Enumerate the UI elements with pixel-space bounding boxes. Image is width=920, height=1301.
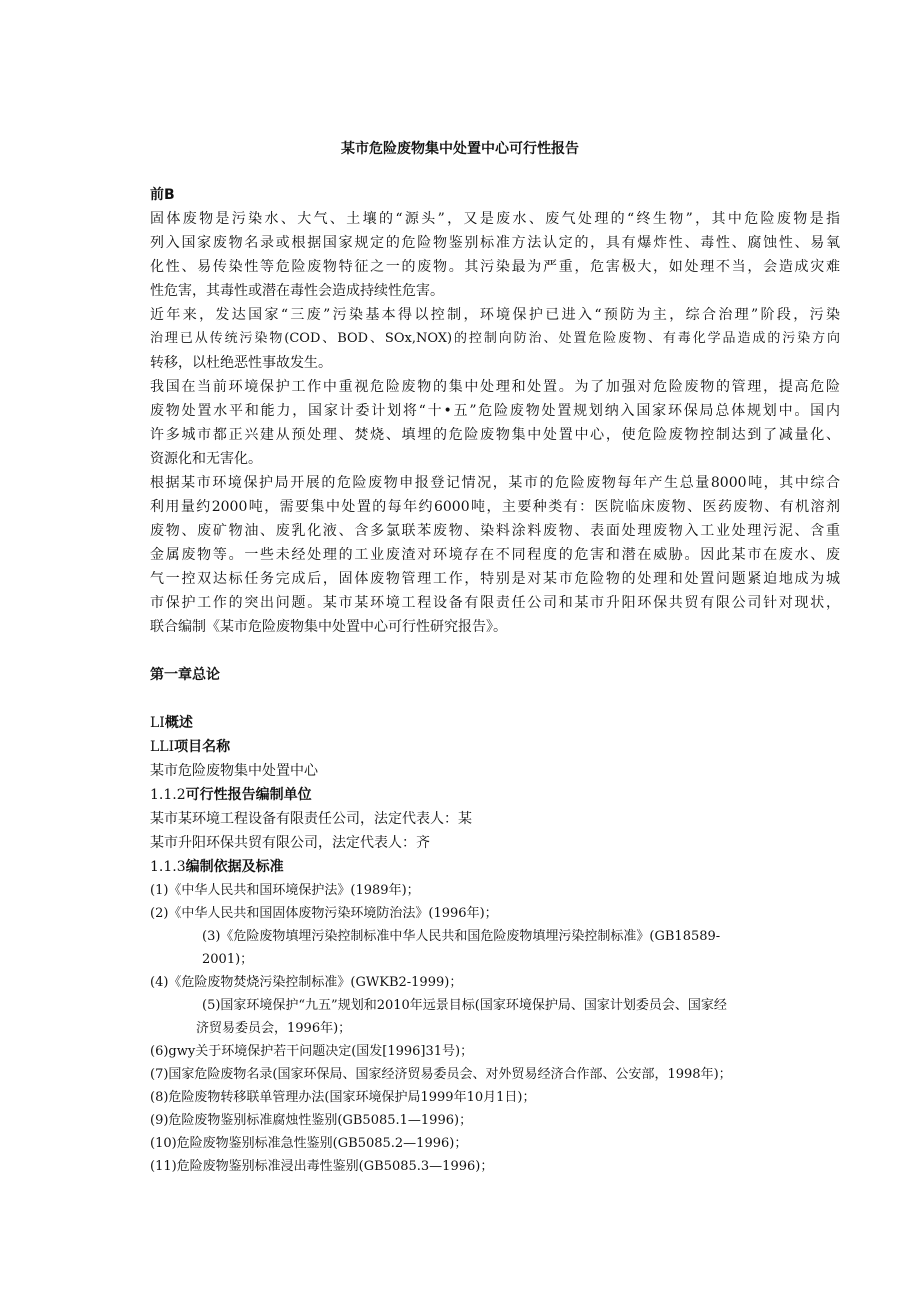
section-heading-1-1-3 — [150, 855, 840, 879]
spacer — [150, 687, 840, 711]
paragraph-1 — [150, 207, 840, 303]
section-label: 编制依据及标准 — [185, 859, 284, 875]
list-item: (3)《危险废物填埋污染控制标准中华人民共和国危险废物填埋污染控制标准》(GB18589- — [202, 929, 721, 944]
section-heading-1-1-1 — [150, 735, 840, 759]
section-label: 概述 — [164, 715, 193, 731]
list-item: (9)危险废物鉴别标准腐烛性鉴别(GB5085.1—1996)； — [150, 1113, 473, 1128]
text-line: 转移，以杜绝恶性事故发生。 — [150, 355, 332, 371]
text-line: 气一控双达标任务完成后，固体废物管理工作，特别是对某市危险物的处理和处置问题紧迫地成为城 — [150, 571, 840, 587]
paragraph-4 — [150, 471, 840, 639]
section-heading-1-1 — [150, 711, 840, 735]
text-line: 废物、废矿物油、废乳化液、含多氯联苯废物、染料涂料废物、表面处理废物入工业处理污泥、含重 — [150, 523, 840, 539]
list-item-continuation: 济贸易委员会，1996年)； — [196, 1021, 352, 1036]
text-line: 资源化和无害化。 — [150, 451, 262, 467]
text-line: 根据某市环境保护局开展的危险废物申报登记情况，某市的危险废物每年产生总量8000吨，其中综合 — [150, 475, 840, 491]
text-line: 化性、易传染性等危险废物特征之一的废物。其污染最为严重，危害极大，如处理不当，会造成灾难 — [150, 259, 840, 275]
text-line: 我国在当前环境保护工作中重视危险废物的集中处理和处置。为了加强对危险废物的管理，提高危险 — [150, 379, 840, 395]
list-item: (2)《中华人民共和国固体废物污染环境防治法》(1996年)； — [150, 906, 498, 921]
reference-list — [150, 879, 840, 1178]
list-item: (5)国家环境保护“九五”规划和2010年远景目标(国家环境保护局、国家计划委员会、国家经 — [202, 998, 727, 1013]
section-heading-1-1-2 — [150, 783, 840, 807]
paragraph-3 — [150, 375, 840, 471]
text-line: 近年来，发达国家“三废”污染基本得以控制，环境保护已进入“预防为主，综合治理”阶段，污染 — [150, 307, 840, 323]
text-line: 固体废物是污染水、大气、土壤的“源头”，又是废水、废气处理的“终生物”，其中危险废物是指 — [150, 211, 840, 227]
section-number: LLI — [150, 739, 175, 755]
text-line: 联合编制《某市危险废物集中处置中心可行性研究报告》。 — [150, 619, 507, 635]
list-item: (4)《危险废物焚烧污染控制标准》(GWKB2-1999)； — [150, 975, 463, 990]
spacer — [150, 639, 840, 663]
text-line: 废物处置水平和能力，国家计委计划将“十•五”危险废物处置规划纳入国家环保局总体规划中。国内 — [150, 403, 840, 419]
text-line: 利用量约2000吨，需要集中处置的每年约6000吨，主要种类有：医院临床废物、医药废物、有机溶剂 — [150, 499, 840, 515]
section-number: LI — [150, 715, 165, 731]
section-number: 1.1.3 — [150, 859, 186, 875]
compiling-unit-2: 某市升阳环保共贸有限公司，法定代表人：齐 — [150, 835, 430, 851]
list-item: (8)危险废物转移联单管理办法(国家环境保护局1999年10月1日)； — [150, 1090, 536, 1105]
section-label: 可行性报告编制单位 — [185, 787, 312, 803]
list-item: (1)《中华人民共和国环境保护法》(1989年)； — [150, 883, 420, 898]
list-item: (6)gwy关于环境保护若干问题决定(国发[1996]31号)； — [150, 1044, 474, 1059]
preface-heading: 前B — [150, 187, 175, 203]
list-item: (7)国家危险废物名录(国家环保局、国家经济贸易委员会、对外贸易经济合作部、公安部，1998年)； — [150, 1067, 732, 1082]
text-line: 性危害，其毒性或潜在毒性会造成持续性危害。 — [150, 283, 444, 299]
list-item: (11)危险废物鉴别标准浸出毒性鉴别(GB5085.3—1996)； — [150, 1159, 494, 1174]
list-item: (10)危险废物鉴别标准急性鉴别(GB5085.2—1996)； — [150, 1136, 468, 1151]
list-item-continuation: 2001)； — [202, 952, 254, 967]
section-label: 项目名称 — [174, 739, 231, 755]
section-number: 1.1.2 — [150, 787, 186, 803]
compiling-unit-1: 某市某环境工程设备有限责任公司，法定代表人：某 — [150, 811, 472, 827]
document-title: 某市危险废物集中处置中心可行性报告 — [341, 141, 579, 157]
text-line: 市保护工作的突出问题。某市某环境工程设备有限责任公司和某市升阳环保共贸有限公司针对现状， — [150, 595, 840, 611]
paragraph-2 — [150, 303, 840, 375]
chapter-heading: 第一章总论 — [150, 667, 220, 683]
document-body — [150, 183, 840, 1178]
text-line: 治理已从传统污染物(COD、BOD、SOx,NOX)的控制向防治、处置危险废物、有毒化学品造成的污染方向 — [150, 331, 840, 346]
project-name: 某市危险废物集中处置中心 — [150, 763, 318, 779]
text-line: 金属废物等。一些未经处理的工业废渣对环境存在不同程度的危害和潜在威胁。因此某市在废水、废 — [150, 547, 840, 563]
text-line: 许多城市都正兴建从预处理、焚烧、填埋的危险废物集中处置中心，使危险废物控制达到了减量化、 — [150, 427, 840, 443]
text-line: 列入国家废物名录或根据国家规定的危险物鉴别标准方法认定的，具有爆炸性、毒性、腐蚀性、易氧 — [150, 235, 840, 251]
